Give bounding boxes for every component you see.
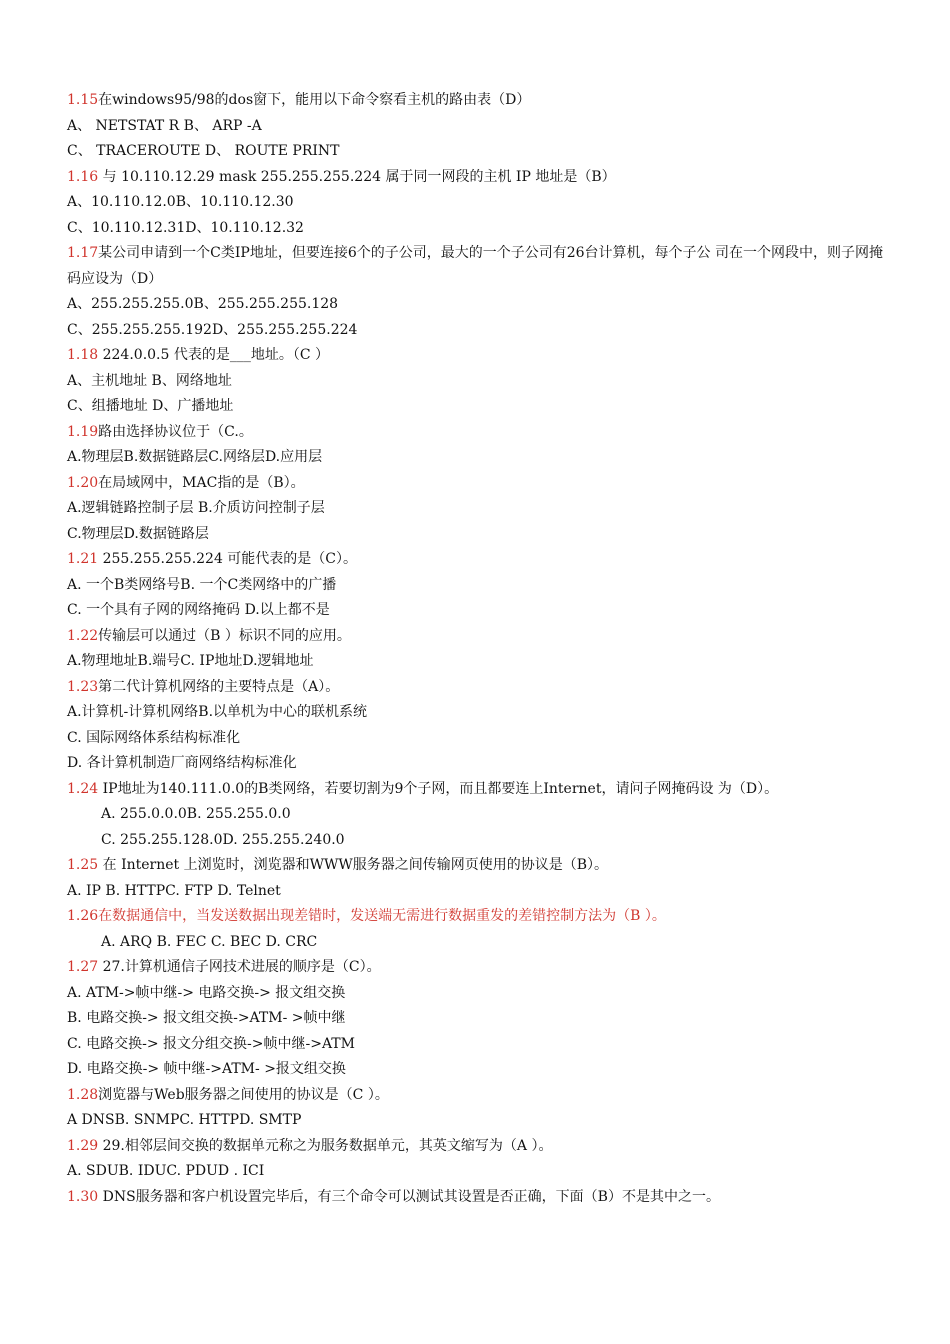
option-line: A DNSB. SNMPC. HTTPD. SMTP bbox=[67, 1112, 302, 1128]
question-number: 1.26 bbox=[67, 908, 99, 924]
question-number: 1.27 bbox=[67, 959, 99, 975]
question-text: 传输层可以通过（B ）标识不同的应用。 bbox=[98, 627, 351, 644]
question-text: 224.0.0.5 代表的是___地址。（C ） bbox=[98, 347, 330, 363]
option-line: C. 一个具有子网的网络掩码 D.以上都不是 bbox=[67, 602, 330, 618]
question-number-line bbox=[67, 1134, 887, 1160]
question-number: 1.23 bbox=[67, 678, 99, 695]
question-number: 1.16 bbox=[67, 168, 99, 185]
option-line: A. 一个B类网络号B. 一个C类网络中的广播 bbox=[67, 576, 337, 593]
question-number: 1.19 bbox=[67, 423, 99, 440]
question-text-highlighted: 在数据通信中，当发送数据出现差错时，发送端无需进行数据重发的差错控制方法为（B ）。 bbox=[98, 908, 666, 924]
question-number-line bbox=[67, 1185, 887, 1211]
option-line: C. 国际网络体系结构标准化 bbox=[67, 729, 241, 746]
question-text: 在 Internet 上浏览时，浏览器和WWW服务器之间传输网页使用的协议是（B）。 bbox=[98, 857, 609, 873]
option-line: D. 电路交换-> 帧中继->ATM- >报文组交换 bbox=[67, 1061, 346, 1077]
option-line: A、 NETSTAT R B、 ARP -A bbox=[67, 117, 262, 134]
question-text: 29.相邻层间交换的数据单元称之为服务数据单元，其英文缩写为（A ）。 bbox=[98, 1137, 553, 1154]
question-number: 1.30 bbox=[67, 1188, 99, 1205]
question-number-line bbox=[67, 547, 887, 573]
option-line: A. 255.0.0.0B. 255.255.0.0 bbox=[101, 806, 291, 822]
question-text: 浏览器与Web服务器之间使用的协议是（C ）。 bbox=[98, 1086, 389, 1103]
option-line: A、255.255.255.0B、255.255.255.128 bbox=[67, 296, 339, 312]
question-number-line bbox=[67, 1083, 887, 1109]
question-text: 27.计算机通信子网技术进展的顺序是（C）。 bbox=[98, 959, 381, 975]
option-line: A.物理层B.数据链路层C.网络层D.应用层 bbox=[67, 449, 323, 465]
question-text: 255.255.255.224 可能代表的是（C）。 bbox=[98, 551, 358, 567]
option-line: C、255.255.255.192D、255.255.255.224 bbox=[67, 321, 358, 338]
question-text: 在局域网中，MAC指的是（B）。 bbox=[98, 474, 305, 491]
option-line: A、主机地址 B、网络地址 bbox=[67, 372, 232, 389]
question-number-line bbox=[67, 955, 887, 981]
option-line: A. IP B. HTTPC. FTP D. Telnet bbox=[67, 882, 281, 899]
question-number: 1.18 bbox=[67, 347, 99, 363]
option-line: A.计算机-计算机网络B.以单机为中心的联机系统 bbox=[67, 704, 368, 720]
question-number: 1.25 bbox=[67, 857, 99, 873]
question-text: 某公司申请到一个C类IP地址，但要连接6个的子公司，最大的一个子公司有26台计算机，每个子公 司在一个网段中，则子网掩码应设为（D） bbox=[67, 245, 884, 287]
document-page bbox=[67, 88, 887, 1210]
option-line: A. SDUB. IDUC. PDUD . ICI bbox=[67, 1163, 265, 1179]
question-number-line bbox=[67, 420, 887, 446]
question-number: 1.22 bbox=[67, 627, 99, 644]
question-number: 1.15 bbox=[67, 92, 99, 108]
question-number-line bbox=[67, 241, 887, 292]
question-text: 路由选择协议位于（C.。 bbox=[98, 423, 253, 440]
option-line: A. ARQ B. FEC C. BEC D. CRC bbox=[101, 933, 318, 950]
option-line: C、 TRACEROUTE D、 ROUTE PRINT bbox=[67, 143, 340, 159]
option-line: B. 电路交换-> 报文组交换->ATM- >帧中继 bbox=[67, 1010, 346, 1026]
question-number-line bbox=[67, 904, 887, 930]
question-number: 1.24 bbox=[67, 780, 99, 797]
question-number: 1.20 bbox=[67, 474, 99, 491]
option-line: C、组播地址 D、广播地址 bbox=[67, 398, 234, 414]
question-number-line bbox=[67, 165, 887, 191]
question-text: IP地址为140.111.0.0的B类网络，若要切割为9个子网，而且都要连上Internet，请问子网掩码设 为（D）。 bbox=[98, 780, 779, 797]
option-line: A、10.110.12.0B、10.110.12.30 bbox=[67, 194, 294, 210]
option-line: C.物理层D.数据链路层 bbox=[67, 525, 209, 542]
question-number: 1.29 bbox=[67, 1137, 99, 1154]
option-line: A. ATM->帧中继-> 电路交换-> 报文组交换 bbox=[67, 984, 346, 1001]
question-text: DNS服务器和客户机设置完毕后，有三个命令可以测试其设置是否正确，下面（B）不是其中之一。 bbox=[98, 1188, 720, 1205]
question-number-line bbox=[67, 675, 887, 701]
question-number: 1.17 bbox=[67, 245, 99, 261]
option-line: D. 各计算机制造厂商网络结构标准化 bbox=[67, 755, 297, 771]
question-number: 1.28 bbox=[67, 1086, 99, 1103]
question-number: 1.21 bbox=[67, 551, 99, 567]
question-number-line bbox=[67, 624, 887, 650]
option-line: A.逻辑链路控制子层 B.介质访问控制子层 bbox=[67, 500, 325, 516]
option-line: A.物理地址B.端号C. IP地址D.逻辑地址 bbox=[67, 653, 314, 669]
question-number-line bbox=[67, 343, 887, 369]
question-number-line bbox=[67, 88, 887, 114]
question-number-line bbox=[67, 777, 887, 803]
question-text: 第二代计算机网络的主要特点是（A）。 bbox=[98, 678, 340, 695]
option-line: C、10.110.12.31D、10.110.12.32 bbox=[67, 219, 304, 236]
question-text: 在windows95/98的dos窗下，能用以下命令察看主机的路由表（D） bbox=[98, 92, 531, 108]
question-text: 与 10.110.12.29 mask 255.255.255.224 属于同一网段的主机 IP 地址是（B） bbox=[98, 168, 616, 185]
question-number-line bbox=[67, 471, 887, 497]
question-number-line bbox=[67, 853, 887, 879]
option-line: C. 255.255.128.0D. 255.255.240.0 bbox=[101, 831, 345, 848]
option-line: C. 电路交换-> 报文分组交换->帧中继->ATM bbox=[67, 1035, 355, 1052]
